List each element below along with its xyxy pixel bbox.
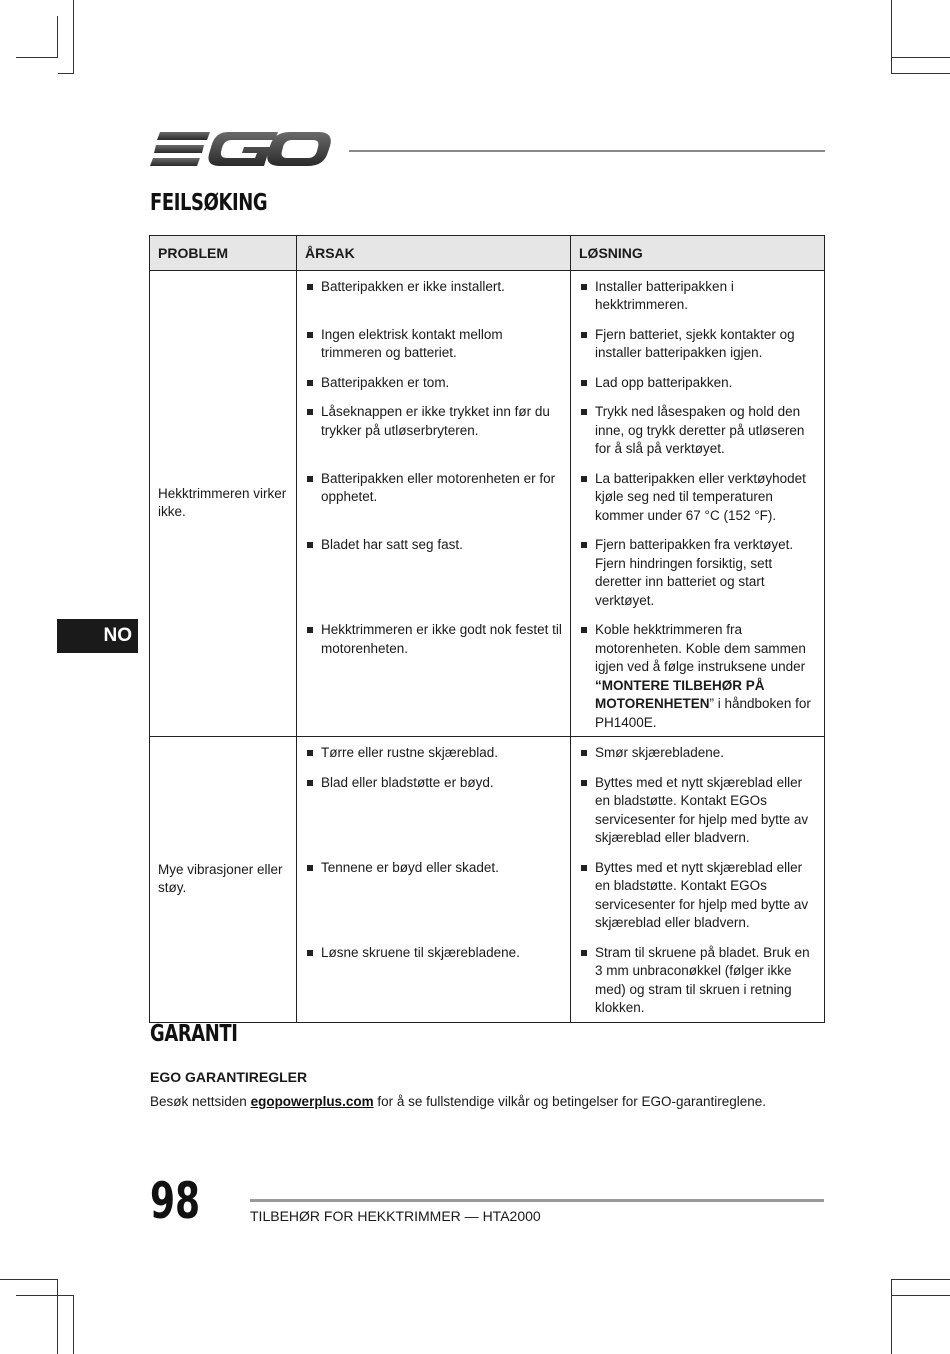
crop-mark [891, 73, 950, 74]
solution-item: Byttes med et nytt skjæreblad eller en bladstøtte. Kontakt EGOs servicesenter for hjelp med bytte av skjæreblad eller bladvern. [579, 859, 816, 933]
cause-item: Hekktrimmeren er ikke godt nok festet til motorenheten. [305, 621, 562, 658]
solution-bold-ref: “MONTERE TILBEHØR PÅ MOTORENHETEN [595, 677, 765, 711]
cause-item: Løsne skruene til skjærebladene. [305, 944, 562, 963]
crop-mark [58, 73, 74, 74]
crop-mark [16, 1295, 74, 1296]
header-rule [349, 150, 825, 152]
cause-item: Blad eller bladstøtte er bøyd. [305, 774, 562, 793]
crop-mark [16, 57, 58, 58]
cause-item: Låseknappen er ikke trykket inn før du trykker på utløserbryteren. [305, 403, 562, 440]
cause-item: Bladet har satt seg fast. [305, 536, 562, 555]
ego-logo [150, 128, 332, 172]
solution-item: Stram til skruene på bladet. Bruk en 3 mm unbraconøkkel (følger ikke med) og stram til skruen i retning klokken. [579, 944, 816, 1018]
warranty-link[interactable]: egopowerplus.com [250, 1094, 374, 1109]
cause-item: Ingen elektrisk kontakt mellom trimmeren og batteriet. [305, 326, 562, 363]
solution-item: Byttes med et nytt skjæreblad eller en bladstøtte. Kontakt EGOs servicesenter for hjelp med bytte av skjæreblad eller bladvern. [579, 774, 816, 848]
table-header-row [150, 236, 825, 271]
crop-mark [891, 57, 950, 58]
crop-mark [891, 1295, 950, 1296]
solution-item: Fjern batteripakken fra verktøyet. Fjern hindringen forsiktig, sett deretter inn batteriet og start verktøyet. [579, 536, 816, 610]
table-row [150, 737, 825, 767]
problem-cell: Mye vibrasjoner eller støy. [150, 737, 297, 1023]
troubleshooting-table [149, 235, 825, 1023]
crop-mark [57, 1279, 58, 1354]
header-solution: LØSNING [571, 236, 825, 271]
solution-item: La batteripakken eller verktøyhodet kjøle seg ned til temperaturen kommer under 67 °C (152 °F). [579, 470, 816, 526]
solution-item [579, 621, 816, 732]
crop-mark [891, 0, 892, 74]
cause-item: Batteripakken er tom. [305, 374, 562, 393]
crop-mark [891, 1279, 950, 1280]
footer-title: TILBEHØR FOR HEKKTRIMMER — HTA2000 [250, 1208, 541, 1224]
warranty-text [150, 1094, 766, 1109]
footer-rule [250, 1199, 824, 1202]
header-problem: PROBLEM [150, 236, 297, 271]
warranty-text-before: Besøk nettsiden [150, 1094, 251, 1109]
page-number: 98 [150, 1172, 201, 1230]
crop-mark [73, 1295, 74, 1354]
solution-text: Koble hekktrimmeren fra motorenheten. Koble dem sammen igjen ved å følge instruksene under [595, 622, 806, 674]
crop-mark [57, 16, 58, 58]
solution-item: Lad opp batteripakken. [579, 374, 816, 393]
warranty-subheading: EGO GARANTIREGLER [150, 1069, 308, 1085]
language-tab: NO [57, 619, 138, 653]
problem-cell: Hekktrimmeren virker ikke. [150, 270, 297, 737]
crop-mark [891, 1279, 892, 1354]
solution-item: Fjern batteriet, sjekk kontakter og installer batteripakken igjen. [579, 326, 816, 363]
table-row [150, 270, 825, 319]
cause-item: Batteripakken eller motorenheten er for opphetet. [305, 470, 562, 507]
section-title-warranty: GARANTI [150, 1021, 238, 1047]
solution-item: Installer batteripakken i hekktrimmeren. [579, 278, 816, 315]
cause-item: Tennene er bøyd eller skadet. [305, 859, 562, 878]
warranty-text-after: for å se fullstendige vilkår og betingelser for EGO-garantireglene. [373, 1094, 767, 1109]
cause-item: Tørre eller rustne skjæreblad. [305, 744, 562, 763]
cause-item: Batteripakken er ikke installert. [305, 278, 562, 297]
header-cause: ÅRSAK [297, 236, 571, 271]
solution-item: Trykk ned låsespaken og hold den inne, og trykk deretter på utløseren for å slå på verktøyet. [579, 403, 816, 459]
solution-tail: ” i håndboken for PH1400E. [595, 696, 811, 730]
crop-mark [73, 0, 74, 74]
crop-mark [0, 1279, 58, 1280]
solution-item: Smør skjærebladene. [579, 744, 816, 763]
section-title-troubleshooting: FEILSØKING [150, 190, 268, 216]
